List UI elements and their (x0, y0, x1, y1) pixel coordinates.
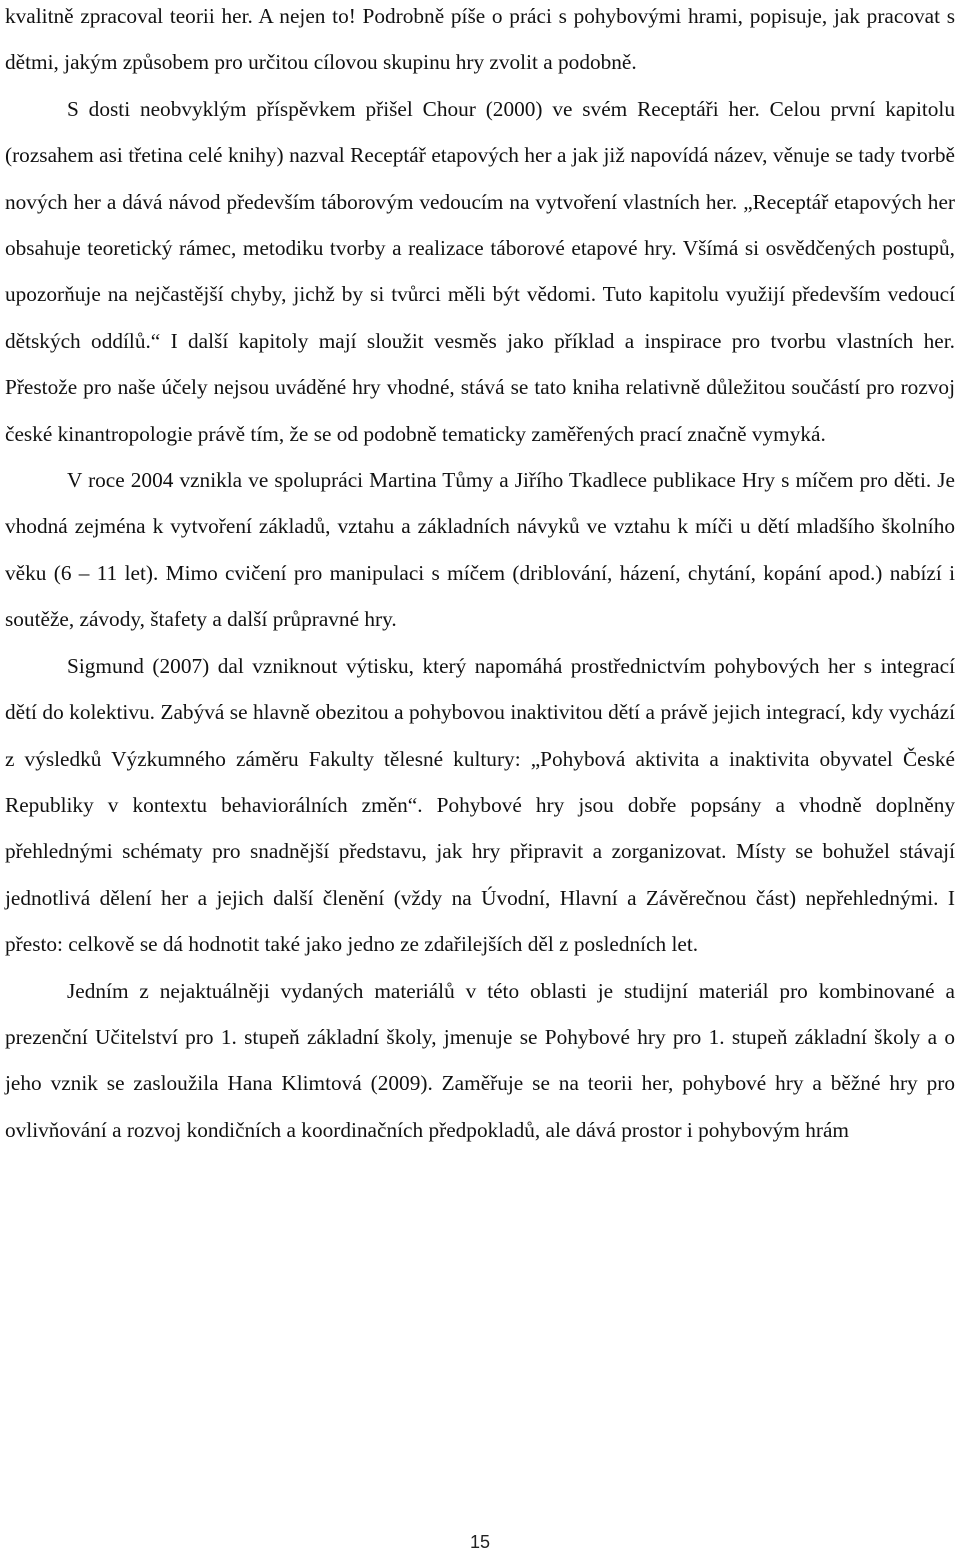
paragraph-tuma-tkadlec: V roce 2004 vznikla ve spolupráci Martina Tůmy a Jiřího Tkadlece publikace Hry s míčem pro děti. Je vhodná zejména k vytvoření základů, vztahu a základních návyků ve vztahu k míči u dětí mladšího školního věku (6 – 11 let). Mimo cvičení pro manipulaci s míčem (driblování, házení, chytání, kopání apod.) nabízí i soutěže, závody, štafety a další průpravné hry. (5, 468, 955, 632)
paragraph-chour: S dosti neobvyklým příspěvkem přišel Chour (2000) ve svém Receptáři her. Celou první kapitolu (rozsahem asi třetina celé knihy) nazval Receptář etapových her a jak již napovídá název, věnuje se tady tvorbě nových her a dává návod především táborovým vedoucím na vytvoření vlastních her. „Receptář etapových her obsahuje teoretický rámec, metodiku tvorby a realizace táborové etapové hry. Všímá si osvědčených postupů, upozorňuje na nejčastější chyby, jichž by si tvůrci měli být vědomi. Tuto kapitolu využijí především vedoucí dětských oddílů.“ I další kapitoly mají sloužit vesměs jako příklad a inspirace pro tvorbu vlastních her. Přestože pro naše účely nejsou uváděné hry vhodné, stává se tato kniha relativně důležitou součástí pro rozvoj české kinantropologie právě tím, že se od podobně tematicky zaměřených prací značně vymyká. (5, 96, 955, 446)
body-text (5, 0, 955, 1153)
page-number: 15 (469, 1532, 491, 1552)
paragraph-klimtova: Jedním z nejaktuálněji vydaných materiálů v této oblasti je studijní materiál pro kombinované a prezenční Učitelství pro 1. stupeň základní školy, jmenuje se Pohybové hry pro 1. stupeň základní školy a o jeho vznik se zasloužila Hana Klimtová (2009). Zaměřuje se na teorii her, pohybové hry a běžné hry pro ovlivňování a rozvoj kondičních a koordinačních předpokladů, ale dává prostor i pohybovým hrám (5, 978, 955, 1142)
paragraph-continuation: kvalitně zpracoval teorii her. A nejen to! Podrobně píše o práci s pohybovými hrami, popisuje, jak pracovat s dětmi, jakým způsobem pro určitou cílovou skupinu hry zvolit a podobně. (5, 4, 955, 75)
paragraph-sigmund: Sigmund (2007) dal vzniknout výtisku, který napomáhá prostřednictvím pohybových her s integrací dětí do kolektivu. Zabývá se hlavně obezitou a pohybovou inaktivitou dětí a právě jejich integrací, kdy vychází z výsledků Výzkumného záměru Fakulty tělesné kultury: „Pohybová aktivita a inaktivita obyvatel České Republiky v kontextu behaviorálních změn“. Pohybové hry jsou dobře popsány a vhodně doplněny přehlednými schématy pro snadnější představu, jak hry připravit a zorganizovat. Místy se bohužel stávají jednotlivá dělení her a jejich další členění (vždy na Úvodní, Hlavní a Závěrečnou část) nepřehlednými. I přesto: celkově se dá hodnotit také jako jedno ze zdařilejších děl z posledních let. (5, 653, 955, 957)
